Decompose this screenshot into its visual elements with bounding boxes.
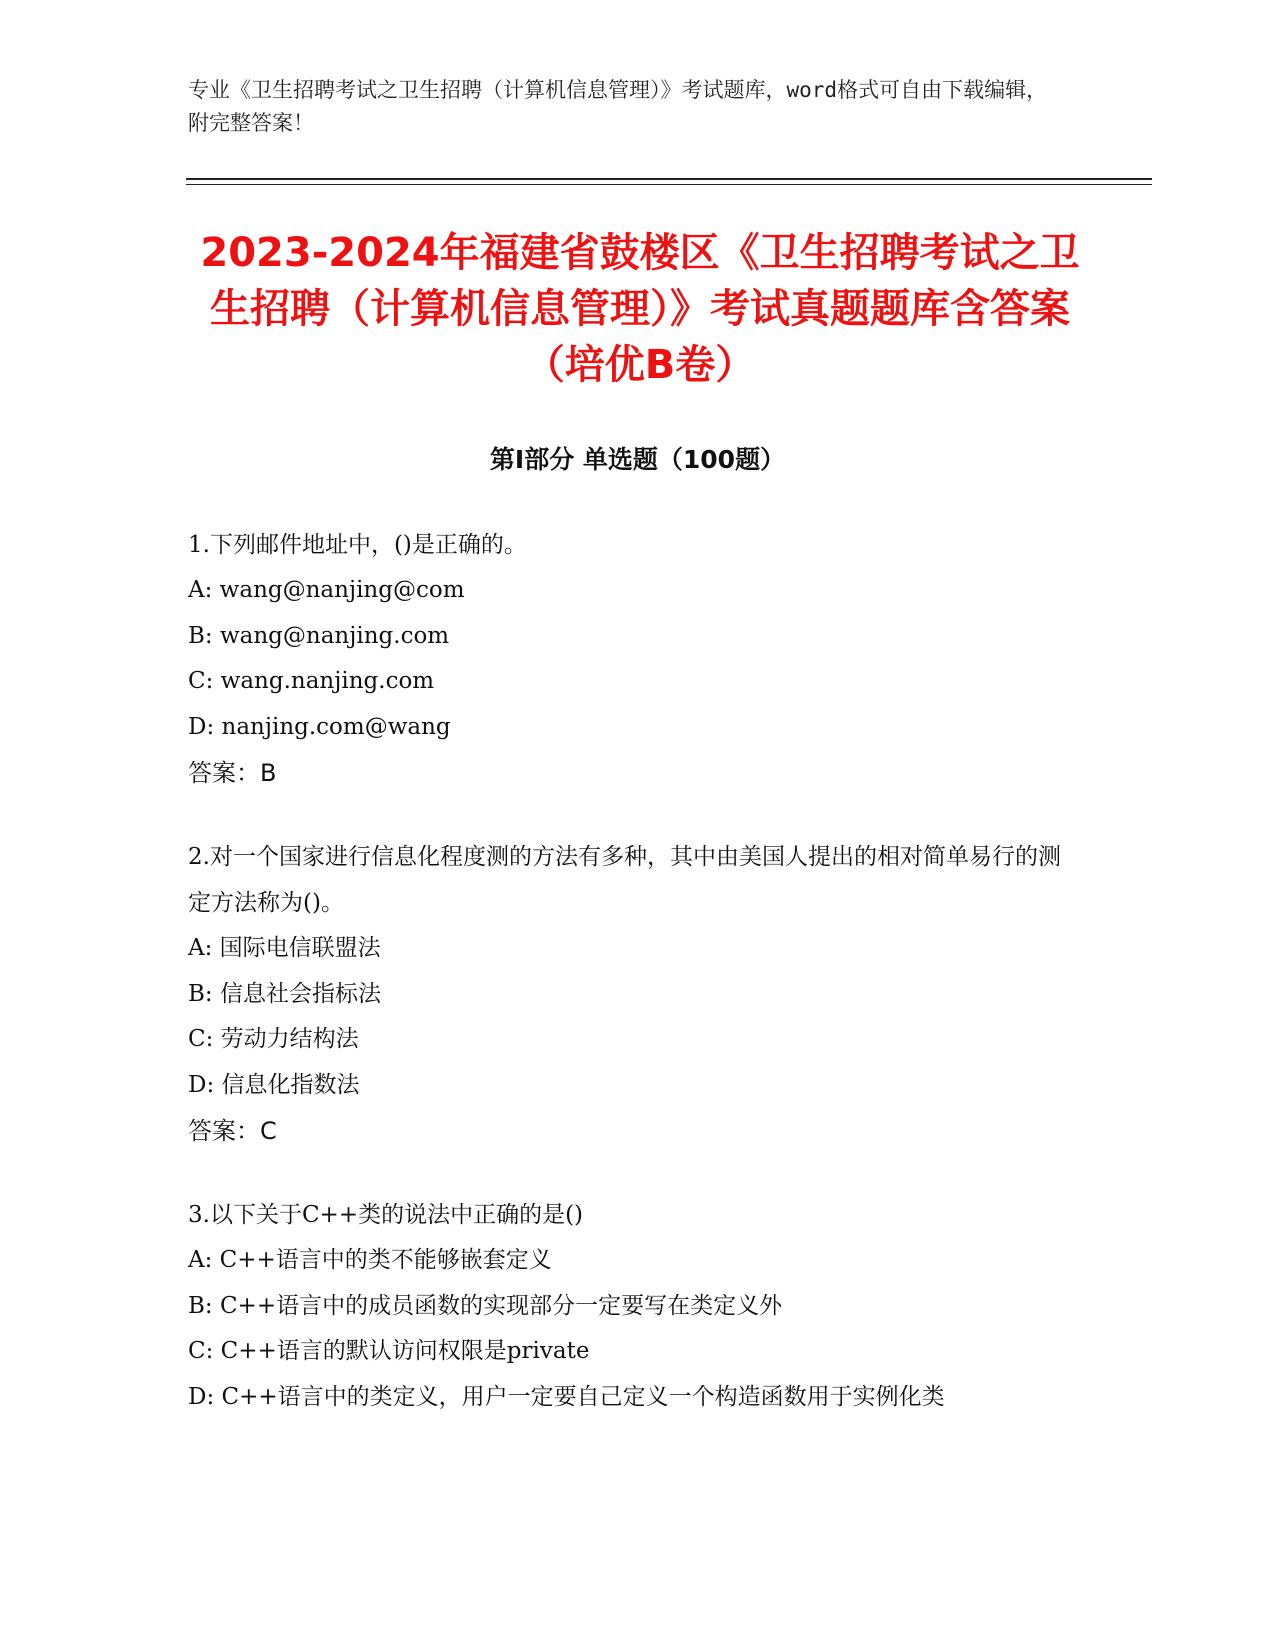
option-c: C: 劳动力结构法 — [188, 1026, 359, 1052]
option-a: A: 国际电信联盟法 — [188, 935, 381, 961]
question-text: 2.对一个国家进行信息化程度测的方法有多种，其中由美国人提出的相对简单易行的测定方法称为()。 — [188, 844, 1061, 916]
question-text: 1.下列邮件地址中，()是正确的。 — [188, 532, 527, 558]
question-text: 3.以下关于C++类的说法中正确的是() — [188, 1202, 584, 1228]
option-c: C: C++语言的默认访问权限是private — [188, 1338, 590, 1364]
option-b: B: wang@nanjing.com — [188, 622, 450, 649]
question-2 — [188, 834, 1068, 1154]
option-c: C: wang.nanjing.com — [188, 668, 435, 694]
option-b: B: C++语言中的成员函数的实现部分一定要写在类定义外 — [188, 1292, 783, 1319]
answer: 答案：C — [188, 1117, 277, 1145]
option-a: A: C++语言中的类不能够嵌套定义 — [188, 1247, 552, 1273]
header-divider — [186, 178, 1152, 185]
question-list — [188, 522, 1068, 1458]
question-1 — [188, 522, 1068, 796]
answer: 答案：B — [188, 759, 277, 787]
document-title: 2023-2024年福建省鼓楼区《卫生招聘考试之卫生招聘（计算机信息管理）》考试真题题库含答案（培优B卷） — [200, 230, 1080, 388]
option-d: D: nanjing.com@wang — [188, 713, 451, 740]
option-a: A: wang@nanjing@com — [188, 577, 465, 603]
option-b: B: 信息社会指标法 — [188, 980, 381, 1007]
option-d: D: C++语言中的类定义，用户一定要自己定义一个构造函数用于实例化类 — [188, 1383, 945, 1410]
header-note: 专业《卫生招聘考试之卫生招聘（计算机信息管理）》考试题库，word格式可自由下载编辑，附完整答案！ — [188, 78, 1048, 135]
option-d: D: 信息化指数法 — [188, 1071, 360, 1098]
section-heading: 第Ⅰ部分 单选题（100题） — [489, 445, 786, 474]
question-3 — [188, 1192, 1068, 1420]
